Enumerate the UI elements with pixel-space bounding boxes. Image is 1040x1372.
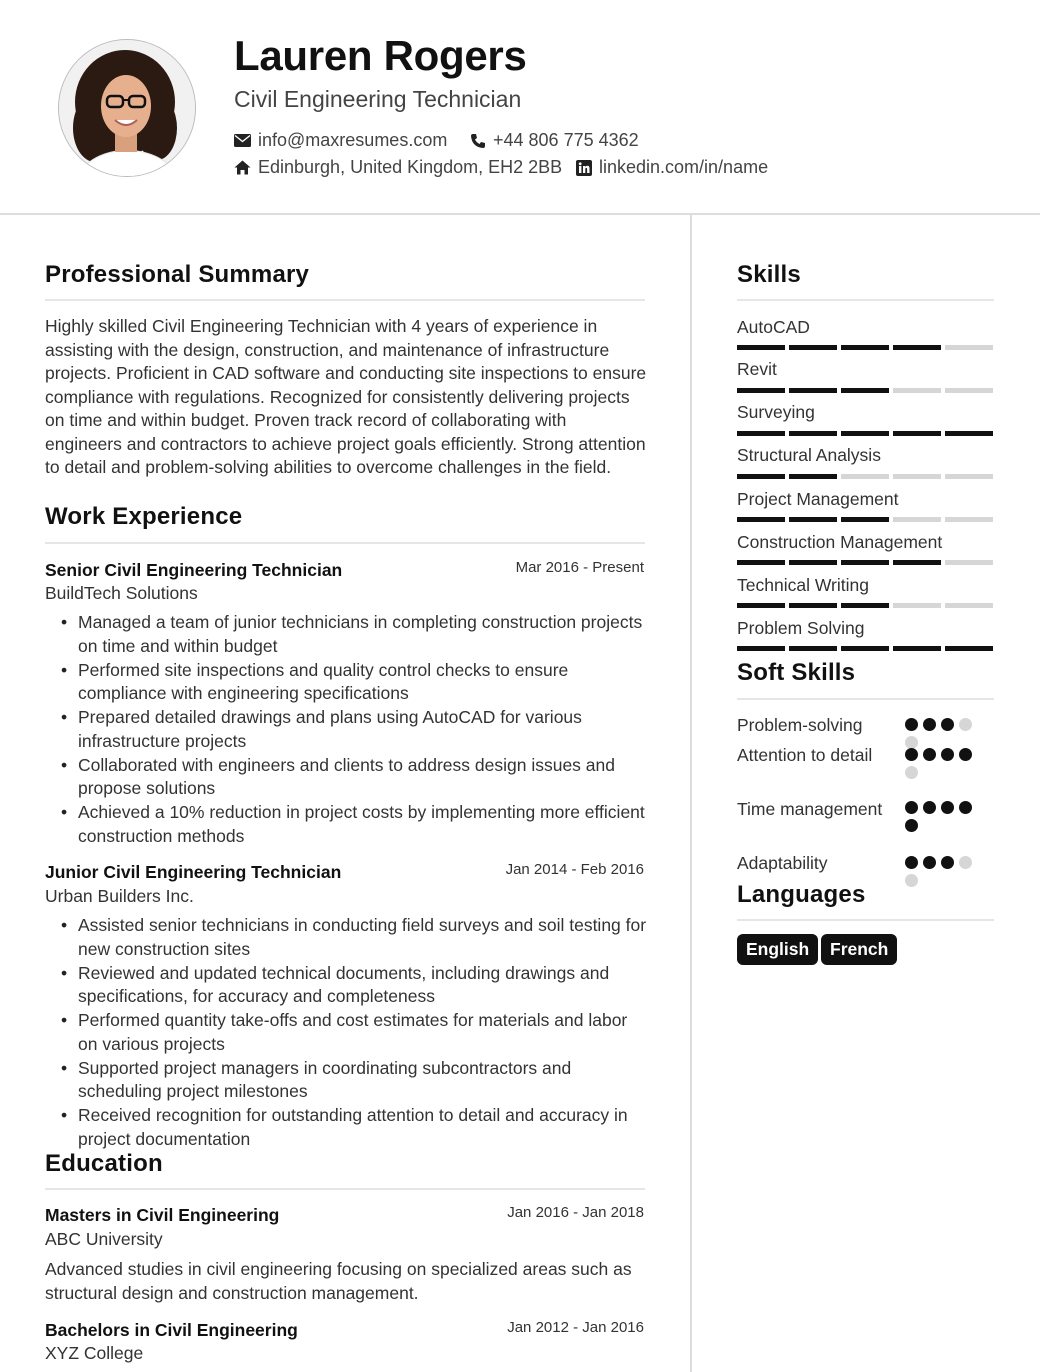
skill-segment-filled bbox=[737, 560, 785, 565]
phone-icon bbox=[470, 133, 486, 149]
skill-segment-filled bbox=[945, 646, 993, 651]
list-item: • Received recognition for outstanding attention to detail and accuracy in project documentation bbox=[58, 1104, 648, 1151]
skill-segment-empty bbox=[945, 603, 993, 608]
list-item: • Achieved a 10% reduction in project costs by implementing more efficient construction methods bbox=[58, 801, 648, 848]
rating-dot-filled bbox=[923, 856, 936, 869]
list-item: • Performed quantity take-offs and cost estimates for materials and labor on various projects bbox=[58, 1009, 648, 1056]
contact-email[interactable] bbox=[234, 130, 447, 151]
job-company: BuildTech Solutions bbox=[45, 583, 198, 603]
skill-segment-empty bbox=[945, 345, 993, 350]
skill-segment-filled bbox=[789, 388, 837, 393]
list-item: • Reviewed and updated technical documents, including drawings and specifications, for accuracy and completeness bbox=[58, 962, 648, 1009]
skills-heading: Skills bbox=[737, 261, 801, 288]
skill-segment-filled bbox=[789, 517, 837, 522]
skill-level-bar bbox=[737, 646, 993, 651]
skill-name: Construction Management bbox=[737, 532, 943, 552]
rating-dot-empty bbox=[905, 766, 918, 779]
rating-dot-empty bbox=[959, 856, 972, 869]
rating-dot-filled bbox=[923, 801, 936, 814]
skill-segment-filled bbox=[789, 431, 837, 436]
soft-skill-dots bbox=[905, 748, 985, 779]
skill-segment-filled bbox=[893, 646, 941, 651]
list-item: • Collaborated with engineers and clients to address design issues and propose solutions bbox=[58, 754, 648, 801]
rating-dot-filled bbox=[941, 856, 954, 869]
rating-dot-filled bbox=[905, 748, 918, 761]
skill-segment-filled bbox=[737, 646, 785, 651]
soft-skill-dots bbox=[905, 801, 985, 832]
skill-segment-filled bbox=[841, 517, 889, 522]
degree-title: Masters in Civil Engineering bbox=[45, 1205, 280, 1225]
experience-heading: Work Experience bbox=[45, 503, 243, 530]
resume-header bbox=[0, 0, 1040, 215]
skill-segment-filled bbox=[737, 388, 785, 393]
contact-location bbox=[234, 157, 562, 178]
summary-text: Highly skilled Civil Engineering Technician with 4 years of experience in assisting with the design, construction, and maintenance of infrastructure projects. Proficient in CAD software and conducting site inspections to ensure compliance with regulations. Recognized for consistently delivering projects on time and within budget. Proven track record of collaborating with engineers and contractors to achieve project goals efficiently. Strong attention to detail and problem-solving abilities to overcome challenges in the field. bbox=[45, 316, 647, 477]
skill-segment-filled bbox=[841, 560, 889, 565]
skill-name: Structural Analysis bbox=[737, 445, 881, 465]
summary-divider bbox=[45, 299, 645, 301]
linkedin-icon bbox=[576, 160, 592, 176]
contact-linkedin[interactable] bbox=[576, 157, 768, 178]
skill-segment-filled bbox=[737, 517, 785, 522]
skill-segment-filled bbox=[841, 345, 889, 350]
soft-skill-name: Adaptability bbox=[737, 853, 828, 873]
skill-level-bar bbox=[737, 431, 993, 436]
column-divider bbox=[690, 215, 692, 1372]
skill-segment-filled bbox=[841, 388, 889, 393]
skill-segment-filled bbox=[789, 345, 837, 350]
skill-segment-filled bbox=[789, 560, 837, 565]
job-title: Junior Civil Engineering Technician bbox=[45, 862, 342, 882]
list-item: • Prepared detailed drawings and plans using AutoCAD for various infrastructure projects bbox=[58, 706, 648, 753]
skill-segment-empty bbox=[893, 388, 941, 393]
skill-segment-empty bbox=[945, 474, 993, 479]
rating-dot-filled bbox=[905, 801, 918, 814]
skill-segment-filled bbox=[789, 603, 837, 608]
skill-segment-filled bbox=[737, 474, 785, 479]
skill-segment-empty bbox=[893, 603, 941, 608]
rating-dot-empty bbox=[905, 874, 918, 887]
skill-level-bar bbox=[737, 603, 993, 608]
skill-segment-empty bbox=[893, 517, 941, 522]
degree-dates: Jan 2012 - Jan 2016 bbox=[507, 1319, 644, 1336]
skill-segment-filled bbox=[789, 646, 837, 651]
degree-dates: Jan 2016 - Jan 2018 bbox=[507, 1204, 644, 1221]
job-dates: Jan 2014 - Feb 2016 bbox=[505, 861, 644, 878]
languages-divider bbox=[737, 919, 994, 921]
contact-phone[interactable] bbox=[470, 130, 639, 151]
rating-dot-filled bbox=[941, 801, 954, 814]
skill-name: Problem Solving bbox=[737, 618, 865, 638]
rating-dot-filled bbox=[923, 718, 936, 731]
skill-segment-empty bbox=[945, 388, 993, 393]
soft-skill-dots bbox=[905, 856, 985, 887]
rating-dot-filled bbox=[941, 718, 954, 731]
skill-segment-empty bbox=[841, 474, 889, 479]
skill-name: Surveying bbox=[737, 402, 815, 422]
soft-skill-dots bbox=[905, 718, 985, 749]
school-name: XYZ College bbox=[45, 1343, 144, 1363]
summary-heading: Professional Summary bbox=[45, 261, 310, 288]
rating-dot-filled bbox=[905, 718, 918, 731]
skill-level-bar bbox=[737, 560, 993, 565]
skill-name: Project Management bbox=[737, 489, 899, 509]
rating-dot-empty bbox=[959, 718, 972, 731]
skill-name: Technical Writing bbox=[737, 575, 869, 595]
skill-segment-filled bbox=[789, 474, 837, 479]
list-item: • Supported project managers in coordinating subcontractors and scheduling project milestones bbox=[58, 1057, 648, 1104]
skill-level-bar bbox=[737, 388, 993, 393]
job-bullets bbox=[58, 914, 648, 1152]
experience-divider bbox=[45, 542, 645, 544]
skill-level-bar bbox=[737, 345, 993, 350]
degree-description: Advanced studies in civil engineering focusing on specialized areas such as structural design and construction management. bbox=[45, 1259, 632, 1303]
skill-segment-filled bbox=[945, 431, 993, 436]
list-item: • Managed a team of junior technicians in completing construction projects on time and within budget bbox=[58, 611, 648, 658]
rating-dot-filled bbox=[959, 748, 972, 761]
skill-segment-filled bbox=[737, 345, 785, 350]
language-tag: French bbox=[821, 934, 897, 965]
rating-dot-filled bbox=[905, 819, 918, 832]
skill-segment-empty bbox=[893, 474, 941, 479]
skill-segment-filled bbox=[893, 431, 941, 436]
contact-phone-text[interactable]: +44 806 775 4362 bbox=[493, 130, 639, 150]
languages-heading: Languages bbox=[737, 881, 866, 908]
skill-segment-filled bbox=[893, 560, 941, 565]
education-divider bbox=[45, 1188, 645, 1190]
list-item: • Assisted senior technicians in conducting field surveys and soil testing for new construction sites bbox=[58, 914, 648, 961]
job-title: Senior Civil Engineering Technician bbox=[45, 560, 343, 580]
envelope-icon bbox=[234, 134, 251, 147]
candidate-name: Lauren Rogers bbox=[234, 32, 527, 79]
language-tag: English bbox=[737, 934, 818, 965]
skill-name: AutoCAD bbox=[737, 317, 810, 337]
profile-photo bbox=[58, 39, 196, 177]
skill-segment-empty bbox=[945, 517, 993, 522]
soft-skills-heading: Soft Skills bbox=[737, 659, 856, 686]
contact-location-text: Edinburgh, United Kingdom, EH2 2BB bbox=[258, 157, 563, 177]
skill-segment-filled bbox=[841, 431, 889, 436]
contact-email-text[interactable]: info@maxresumes.com bbox=[258, 130, 448, 150]
soft-skill-name: Attention to detail bbox=[737, 745, 873, 765]
soft-skill-name: Problem-solving bbox=[737, 715, 863, 735]
job-company: Urban Builders Inc. bbox=[45, 886, 194, 906]
rating-dot-filled bbox=[941, 748, 954, 761]
skill-name: Revit bbox=[737, 359, 777, 379]
skill-segment-filled bbox=[841, 646, 889, 651]
skill-level-bar bbox=[737, 474, 993, 479]
home-icon bbox=[234, 160, 251, 175]
skills-divider bbox=[737, 299, 994, 301]
degree-title: Bachelors in Civil Engineering bbox=[45, 1320, 298, 1340]
education-heading: Education bbox=[45, 1150, 163, 1177]
skill-level-bar bbox=[737, 517, 993, 522]
school-name: ABC University bbox=[45, 1229, 163, 1249]
soft-skill-name: Time management bbox=[737, 799, 883, 819]
skill-segment-filled bbox=[893, 345, 941, 350]
rating-dot-filled bbox=[923, 748, 936, 761]
skill-segment-filled bbox=[737, 603, 785, 608]
rating-dot-filled bbox=[905, 856, 918, 869]
candidate-title: Civil Engineering Technician bbox=[234, 86, 522, 112]
profile-photo-illustration bbox=[59, 40, 196, 177]
job-dates: Mar 2016 - Present bbox=[515, 559, 644, 576]
job-bullets bbox=[58, 611, 648, 849]
soft-skills-divider bbox=[737, 698, 994, 700]
contact-linkedin-text[interactable]: linkedin.com/in/name bbox=[599, 157, 769, 177]
rating-dot-filled bbox=[959, 801, 972, 814]
skill-segment-filled bbox=[737, 431, 785, 436]
skill-segment-filled bbox=[841, 603, 889, 608]
skill-segment-empty bbox=[945, 560, 993, 565]
list-item: • Performed site inspections and quality control checks to ensure compliance with engineering specifications bbox=[58, 659, 648, 706]
